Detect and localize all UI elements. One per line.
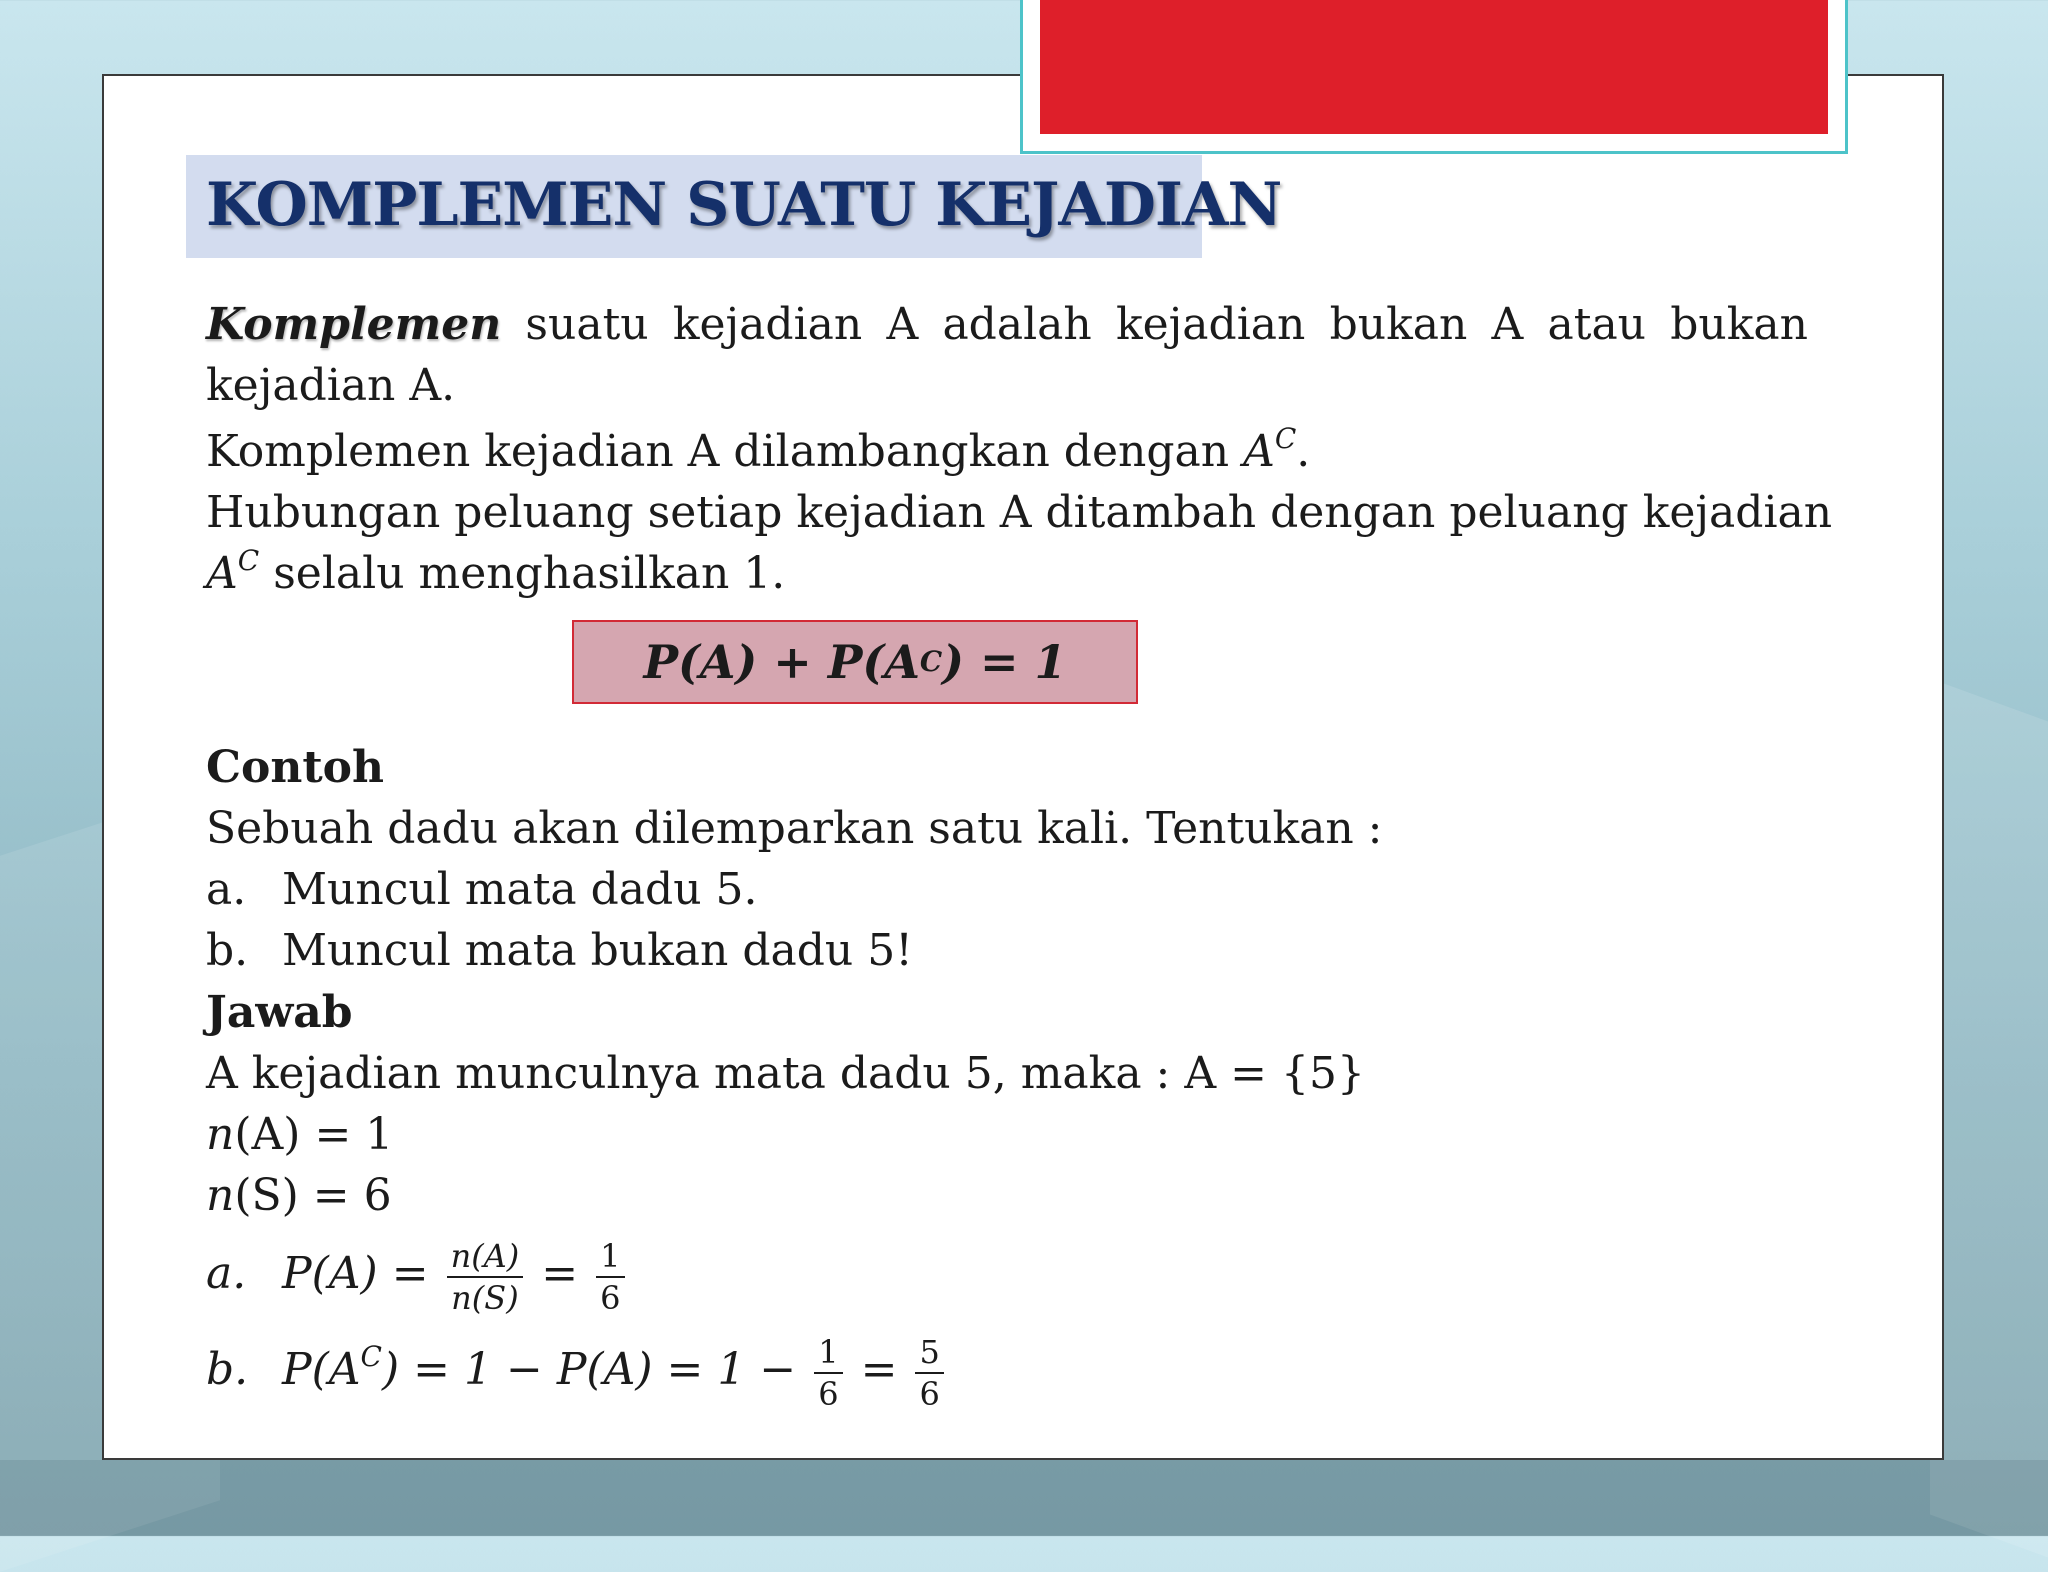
formula-right: ) = 1 [942, 635, 1067, 689]
answer-nA-rest: (A) = 1 [234, 1109, 394, 1160]
symbol-line [206, 421, 1310, 482]
answer-b-lhs-b: ) = 1 − P(A) = 1 − [381, 1344, 797, 1395]
example-question: Sebuah dadu akan dilemparkan satu kali. Tentukan : [206, 803, 1383, 854]
relation-superscript: C [237, 544, 260, 577]
symbol-line-text: Komplemen kejadian A dilambangkan dengan [206, 426, 1244, 477]
answer-b-fraction-1 [814, 1332, 842, 1414]
example-item-a-text: Muncul mata dadu 5. [282, 864, 758, 915]
answer-heading: Jawab [206, 987, 353, 1038]
definition-term: Komplemen [206, 299, 502, 350]
example-item-b-text: Muncul mata bukan dadu 5! [282, 925, 913, 976]
answer-a-equation [206, 1226, 629, 1322]
answer-b-frac2-num: 5 [915, 1332, 943, 1374]
formula-box: P(A) + P(A C ) = 1 [572, 620, 1138, 704]
answer-a-frac1-num: n(A) [447, 1236, 524, 1278]
answer-a-marker: a. [206, 1248, 247, 1299]
answer-a-lhs: P(A) = [282, 1248, 429, 1299]
answer-b-frac1-num: 1 [814, 1332, 842, 1374]
answer-line-1: A kejadian munculnya mata dadu 5, maka : A = {5} [206, 1048, 1365, 1099]
definition-paragraph [206, 294, 1808, 416]
definition-text: suatu kejadian A adalah kejadian bukan A atau bukan kejadian A. [206, 299, 1808, 411]
background-shape-right [1930, 679, 2048, 1558]
answer-nA [206, 1104, 393, 1165]
answer-a-frac2-den: 6 [600, 1278, 621, 1317]
symbol-suffix: . [1296, 426, 1311, 477]
answer-a-frac1-den: n(S) [451, 1278, 519, 1317]
answer-b-equals: = [860, 1344, 898, 1395]
relation-line-2 [206, 543, 785, 604]
answer-b-fraction-2 [915, 1332, 943, 1414]
formula-left: P(A) + P(A [643, 635, 920, 689]
example-heading: Contoh [206, 742, 385, 793]
answer-b-lhs-a: P(A [282, 1344, 361, 1395]
answer-a-fraction-2 [596, 1236, 624, 1318]
symbol-superscript: C [1274, 422, 1297, 455]
example-item-b-marker: b. [206, 925, 249, 976]
relation-base: A [206, 548, 238, 599]
answer-nS-var: n [206, 1170, 235, 1221]
answer-nS [206, 1165, 392, 1226]
answer-a-frac2-num: 1 [596, 1236, 624, 1278]
header-red-tab [1040, 0, 1828, 134]
symbol-base: A [1243, 426, 1275, 477]
background-band-bottom [0, 1460, 2048, 1536]
example-item-b [206, 920, 913, 981]
answer-b-marker: b. [206, 1344, 249, 1395]
relation-text: selalu menghasilkan 1. [259, 548, 786, 599]
answer-a-fraction-1 [447, 1236, 524, 1318]
slide-title: KOMPLEMEN SUATU KEJADIAN [206, 170, 1282, 240]
answer-a-equals: = [541, 1248, 579, 1299]
answer-b-frac1-den: 6 [818, 1374, 839, 1413]
answer-nS-rest: (S) = 6 [234, 1170, 392, 1221]
answer-nA-var: n [206, 1109, 235, 1160]
example-item-a [206, 859, 758, 920]
answer-b-superscript: C [360, 1340, 382, 1373]
answer-b-frac2-den: 6 [919, 1374, 940, 1413]
example-item-a-marker: a. [206, 864, 247, 915]
relation-line-1: Hubungan peluang setiap kejadian A ditambah dengan peluang kejadian [206, 487, 1833, 538]
answer-b-equation [206, 1322, 948, 1418]
